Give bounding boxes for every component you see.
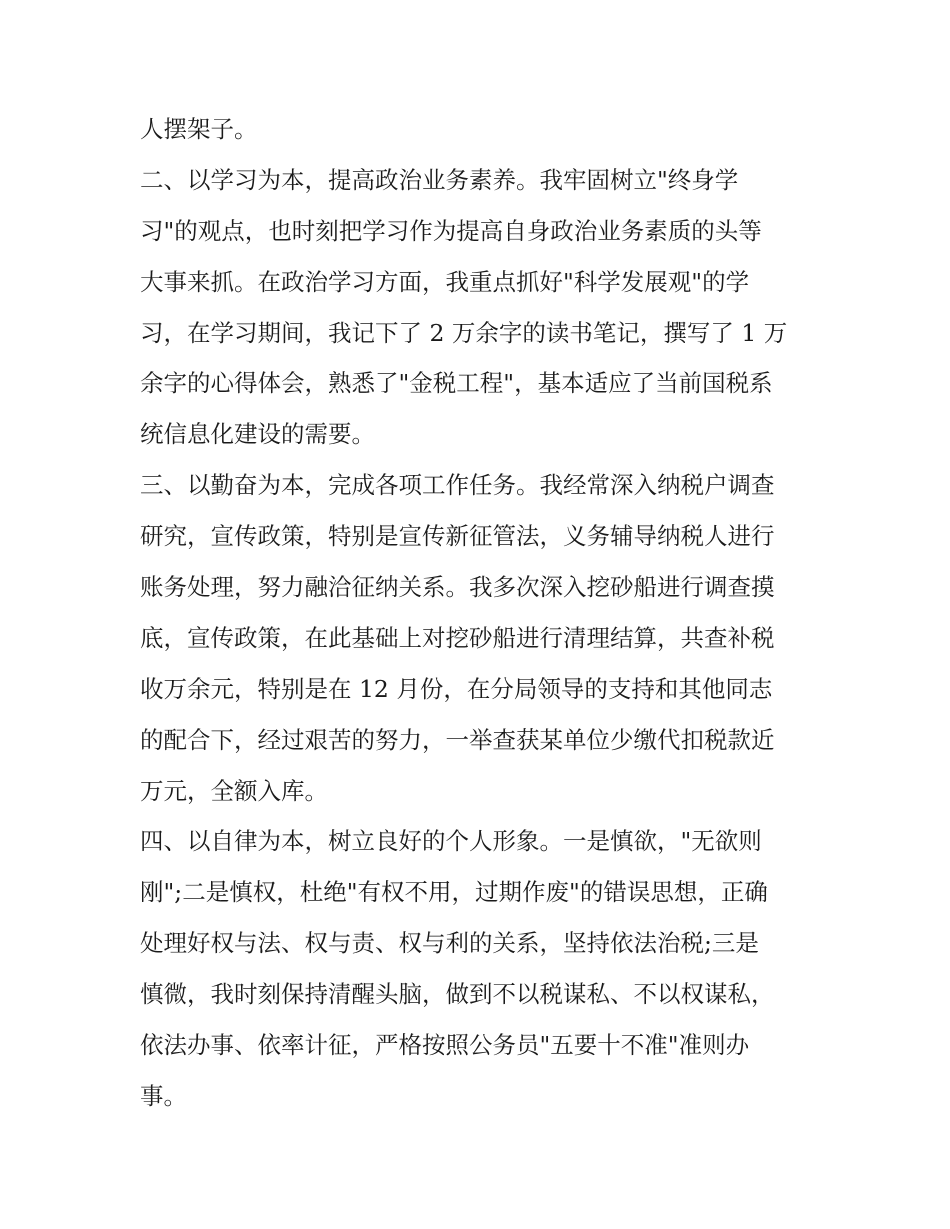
text-line: 收万余元，特别是在 12 月份，在分局领导的支持和其他同志 <box>140 674 773 703</box>
text-line: 研究，宣传政策，特别是宣传新征管法，义务辅导纳税人进行 <box>140 522 775 551</box>
text-line: 处理好权与法、权与责、权与利的关系，坚持依法治税;三是 <box>140 929 759 958</box>
text-line: 慎微，我时刻保持清醒头脑，做到不以税谋私、不以权谋私， <box>140 980 775 1009</box>
text-line: 账务处理，努力融洽征纳关系。我多次深入挖砂船进行调查摸 <box>140 573 775 602</box>
text-line: 大事来抓。在政治学习方面，我重点抓好"科学发展观"的学 <box>140 267 750 296</box>
text-line: 四、以自律为本，树立良好的个人形象。一是慎欲，"无欲则 <box>140 827 762 856</box>
text-line: 人摆架子。 <box>140 115 258 143</box>
text-line: 余字的心得体会，熟悉了"金税工程"，基本适应了当前国税系 <box>140 369 773 398</box>
text-line: 统信息化建设的需要。 <box>140 420 375 449</box>
text-line: 的配合下，经过艰苦的努力，一举查获某单位少缴代扣税款近 <box>140 725 775 754</box>
text-line: 二、以学习为本，提高政治业务素养。我牢固树立"终身学 <box>140 165 739 194</box>
text-line: 习"的观点，也时刻把学习作为提高自身政治业务素质的头等 <box>140 216 762 245</box>
text-line: 三、以勤奋为本，完成各项工作任务。我经常深入纳税户调查 <box>140 471 775 500</box>
text-line: 底，宣传政策，在此基础上对挖砂船进行清理结算，共查补税 <box>140 623 775 652</box>
body-text <box>140 104 820 1122</box>
text-line: 万元，全额入库。 <box>140 776 328 805</box>
text-line: 事。 <box>140 1081 187 1110</box>
text-line: 刚";二是慎权，杜绝"有权不用，过期作废"的错误思想，正确 <box>140 878 768 907</box>
text-line: 习，在学习期间，我记下了 2 万余字的读书笔记，撰写了 1 万 <box>140 318 788 347</box>
text-line: 依法办事、依率计征，严格按照公务员"五要十不准"准则办 <box>140 1031 750 1060</box>
